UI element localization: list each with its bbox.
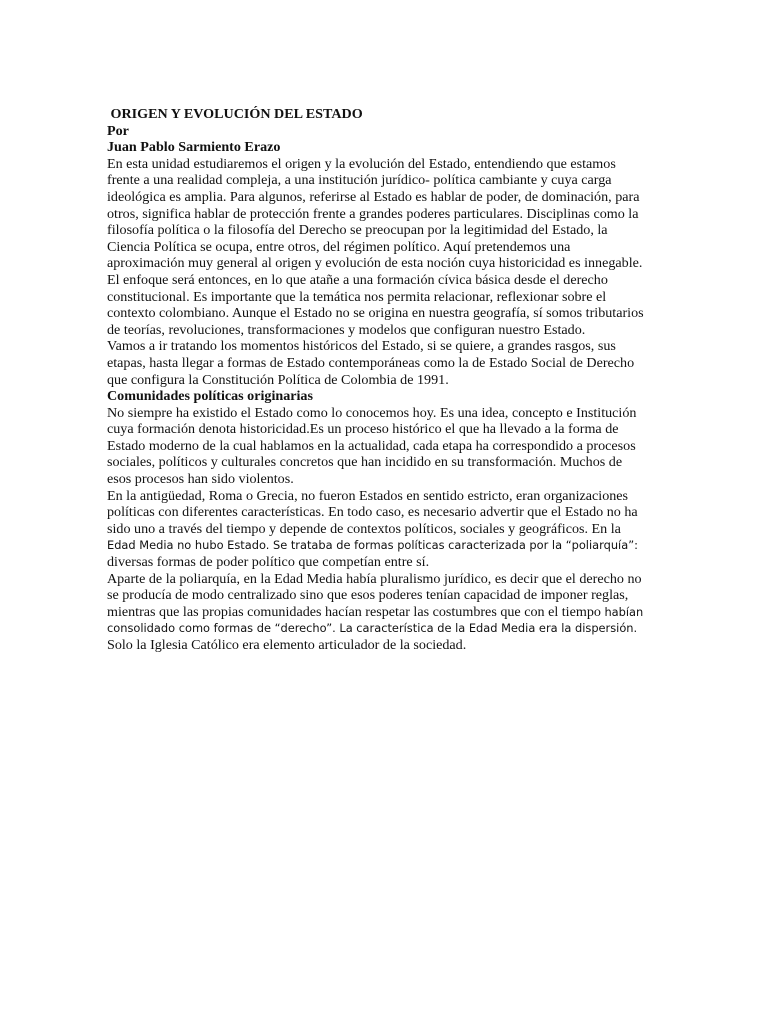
text-line: Estado moderno de la cual hablamos en la actualidad, cada etapa ha correspondido a procesos bbox=[107, 437, 636, 454]
text-line-sans: Edad Media no hubo Estado. Se trataba de formas políticas caracterizada por la “poliarquía”: bbox=[107, 538, 638, 553]
author-name: Juan Pablo Sarmiento Erazo bbox=[107, 139, 281, 156]
text-line: se producía de modo centralizado sino que esos poderes tenían capacidad de imponer reglas, bbox=[107, 587, 629, 604]
text-line: aproximación muy general al origen y evolución de esta noción cuya historicidad es innegable. bbox=[107, 255, 643, 272]
text-line: Vamos a ir tratando los momentos históricos del Estado, si se quiere, a grandes rasgos, sus bbox=[107, 338, 616, 355]
text-segment-sans: habían bbox=[604, 604, 644, 619]
section-paragraph bbox=[107, 405, 667, 654]
document-page bbox=[107, 106, 667, 654]
text-line: El enfoque será entonces, en lo que atañe a una formación cívica básica desde el derecho bbox=[107, 271, 608, 288]
text-line: En la antigüedad, Roma o Grecia, no fueron Estados en sentido estricto, eran organizaciones bbox=[107, 487, 629, 504]
text-line: Solo la Iglesia Católico era elemento articulador de la sociedad. bbox=[107, 637, 467, 653]
text-line-sans: consolidado como formas de “derecho”. La característica de la Edad Media era la dispersión. bbox=[107, 621, 638, 636]
text-line: Aparte de la poliarquía, en la Edad Media había pluralismo jurídico, es decir que el derecho no bbox=[107, 570, 642, 587]
text-line: que configura la Constitución Política de Colombia de 1991. bbox=[107, 371, 449, 388]
text-line: contexto colombiano. Aunque el Estado no se origina en nuestra geografía, sí somos tributarios bbox=[107, 305, 644, 322]
document-title: ORIGEN Y EVOLUCIÓN DEL ESTADO bbox=[107, 106, 363, 122]
text-line: otros, significa hablar de protección frente a grandes poderes particulares. Disciplinas como la bbox=[107, 205, 639, 222]
mixed-font-line bbox=[107, 604, 667, 621]
text-segment-serif: mientras que las propias comunidades hacían respetar las costumbres que con el tiempo bbox=[107, 603, 605, 620]
text-line: políticas con diferentes características. En todo caso, es necesario advertir que el Estado no ha bbox=[107, 504, 638, 521]
text-line: etapas, hasta llegar a formas de Estado contemporáneas como la de Estado Social de Derecho bbox=[107, 354, 635, 371]
text-line: Ciencia Política se ocupa, entre otros, del régimen político. Aquí pretendemos una bbox=[107, 238, 571, 255]
text-line: frente a una realidad compleja, a una institución jurídico- política cambiante y cuya carga bbox=[107, 172, 612, 189]
intro-paragraph bbox=[107, 156, 667, 388]
byline-por: Por bbox=[107, 122, 129, 139]
text-line: En esta unidad estudiaremos el origen y la evolución del Estado, entendiendo que estamos bbox=[107, 155, 616, 172]
text-line: sociales, políticos y culturales concretos que han incidido en su transformación. Muchos de bbox=[107, 454, 623, 471]
text-line: ideológica es amplia. Para algunos, referirse al Estado es hablar de poder, de dominación, para bbox=[107, 188, 640, 205]
text-line: filosofía política o la filosofía del Derecho se preocupan por la legitimidad del Estado, la bbox=[107, 222, 608, 239]
text-line: de teorías, revoluciones, transformaciones y modelos que configuran nuestro Estado. bbox=[107, 321, 586, 338]
text-line: cuya formación denota historicidad.Es un proceso histórico el que ha llevado a la forma de bbox=[107, 421, 619, 438]
text-line: constitucional. Es importante que la temática nos permita relacionar, reflexionar sobre el bbox=[107, 288, 607, 305]
section-heading: Comunidades políticas originarias bbox=[107, 388, 313, 405]
text-line: No siempre ha existido el Estado como lo conocemos hoy. Es una idea, concepto e Institución bbox=[107, 404, 637, 421]
text-line: diversas formas de poder político que competían entre sí. bbox=[107, 554, 430, 571]
text-line: esos procesos han sido violentos. bbox=[107, 471, 294, 488]
text-line: sido uno a través del tiempo y depende de contextos políticos, sociales y geográficos. En la bbox=[107, 520, 621, 537]
